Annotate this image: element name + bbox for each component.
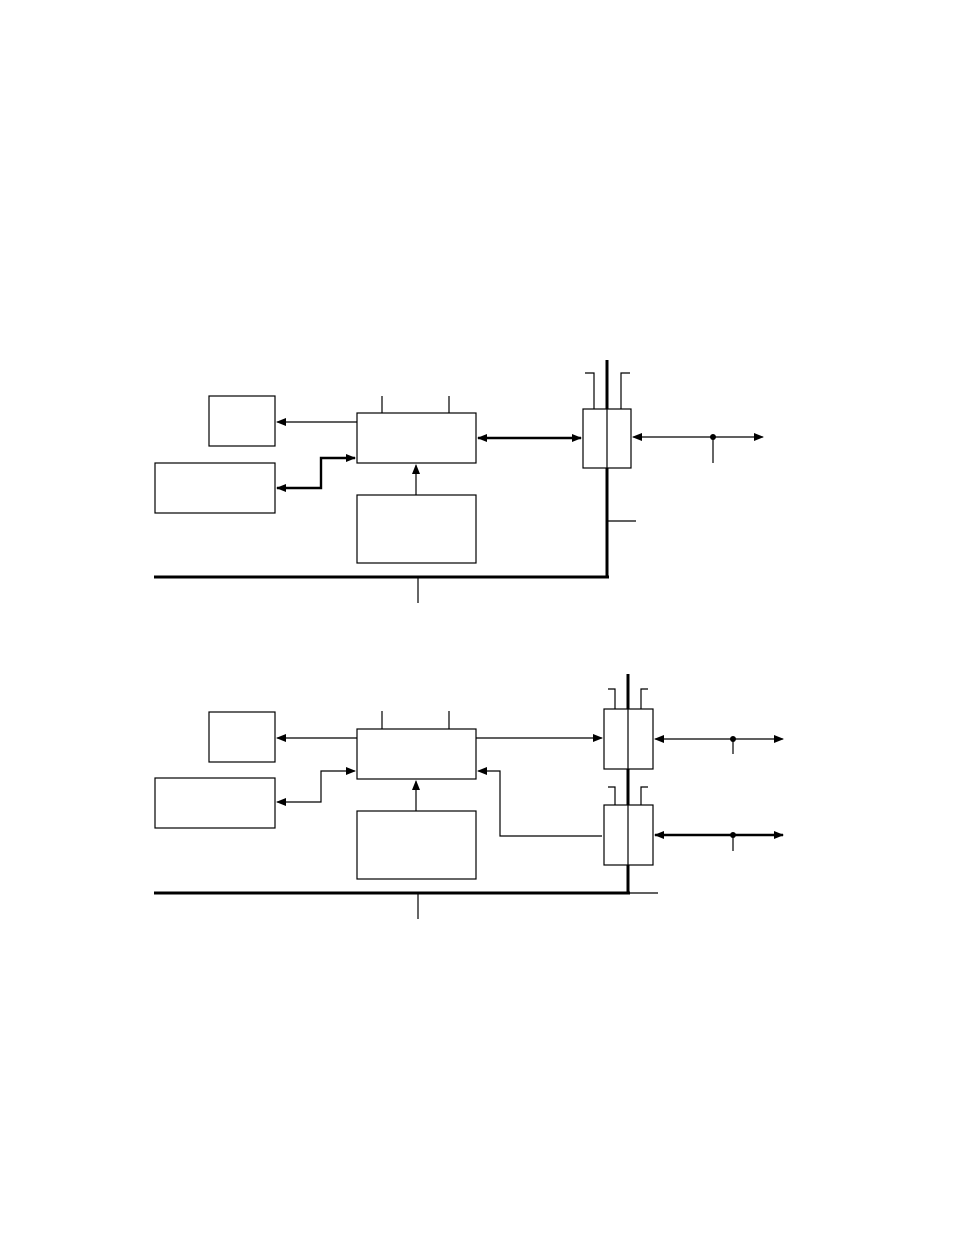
- top-wide-box: [155, 463, 275, 513]
- top-lower-block: [357, 495, 476, 563]
- bottom-arrow-connector-lower-to-central: [478, 771, 602, 836]
- bottom-connector-upper-leader-right: [641, 689, 648, 709]
- bottom-connector-lower-leader-left: [608, 787, 615, 805]
- bottom-connector-upper-leader-left: [608, 689, 615, 709]
- figure-top: [154, 360, 763, 603]
- bottom-central-block: [357, 729, 476, 779]
- bottom-lower-block: [357, 811, 476, 879]
- top-arrow-wide-central: [277, 458, 355, 488]
- bottom-wide-box: [155, 778, 275, 828]
- top-connector-leader-right: [621, 373, 630, 409]
- top-central-block: [357, 413, 476, 463]
- bottom-arrow-wide-central: [277, 771, 355, 802]
- top-connector-leader-left: [585, 373, 594, 409]
- figure-bottom: [154, 674, 783, 919]
- bottom-small-box: [209, 712, 275, 762]
- bottom-connector-lower-leader-right: [641, 787, 648, 805]
- top-small-box: [209, 396, 275, 446]
